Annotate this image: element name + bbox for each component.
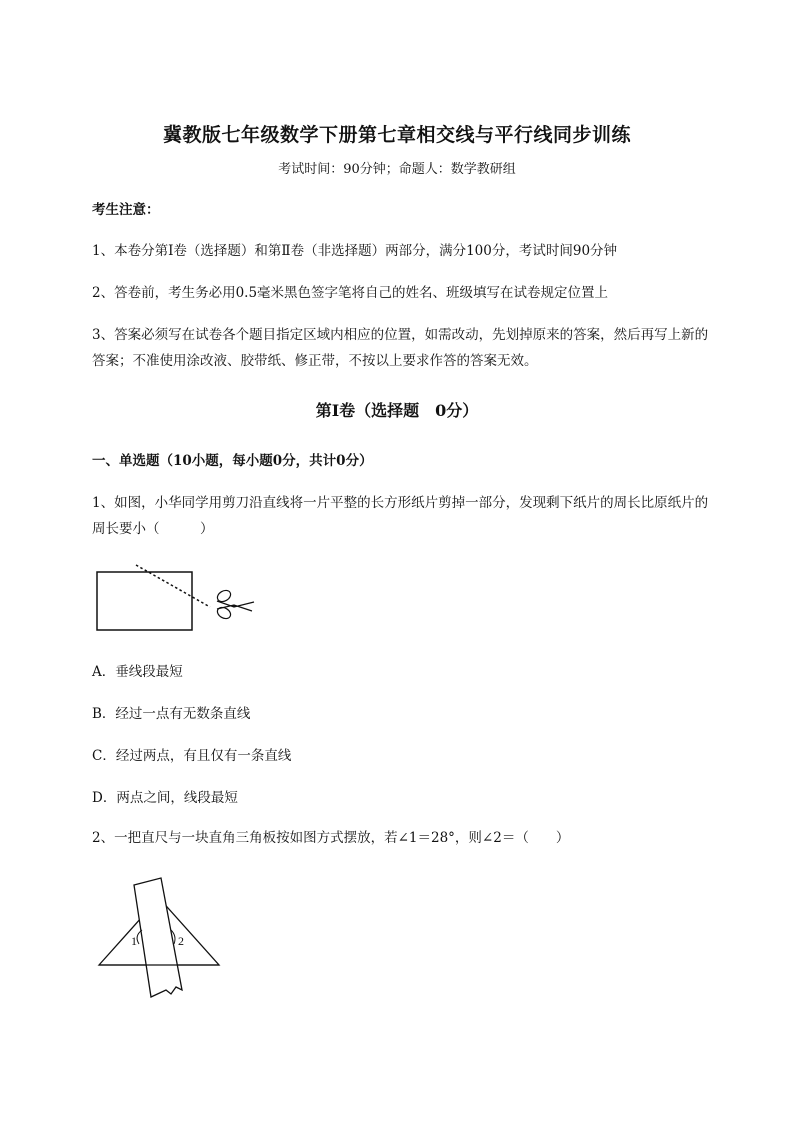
paper-rectangle [97, 572, 192, 630]
angle-1-label: 1 [131, 934, 137, 948]
question-2-stem: 2、一把直尺与一块直角三角板按如图方式摆放，若∠1＝28°，则∠2＝（ ） [92, 830, 570, 846]
question-1-option-d: D．两点之间，线段最短 [92, 790, 238, 806]
page-title: 冀教版七年级数学下册第七章相交线与平行线同步训练 [162, 124, 631, 146]
section-title: 第I卷（选择题 0分） [315, 401, 479, 420]
notice-item-1: 1、本卷分第I卷（选择题）和第Ⅱ卷（非选择题）两部分，满分100分，考试时间90分钟 [92, 243, 618, 259]
question-1-option-b: B．经过一点有无数条直线 [92, 706, 251, 722]
notice-item-3: 3、答案必须写在试卷各个题目指定区域内相应的位置，如需改动，先划掉原来的答案，然后再写上新的答案；不准使用涂改液、胶带纸、修正带，不按以上要求作答的答案无效。 [92, 327, 709, 369]
question-1-option-a: A．垂线段最短 [92, 664, 183, 680]
scissors-icon [215, 588, 254, 621]
part-heading: 一、单选题（10小题，每小题0分，共计0分） [92, 453, 373, 469]
question-2-figure [92, 870, 227, 1005]
notice-heading: 考生注意： [92, 202, 160, 218]
question-1-stem: 1、如图，小华同学用剪刀沿直线将一片平整的长方形纸片剪掉一部分，发现剩下纸片的周长比原纸片的周长要小（ ） [92, 495, 709, 537]
notice-item-2: 2、答卷前，考生务必用0.5毫米黑色签字笔将自己的姓名、班级填写在试卷规定位置上 [92, 285, 609, 301]
question-1-figure [92, 565, 262, 640]
angle-2-label: 2 [178, 934, 184, 948]
exam-info: 考试时间：90分钟；命题人：数学教研组 [278, 162, 516, 177]
question-1-option-c: C．经过两点，有且仅有一条直线 [92, 748, 292, 764]
